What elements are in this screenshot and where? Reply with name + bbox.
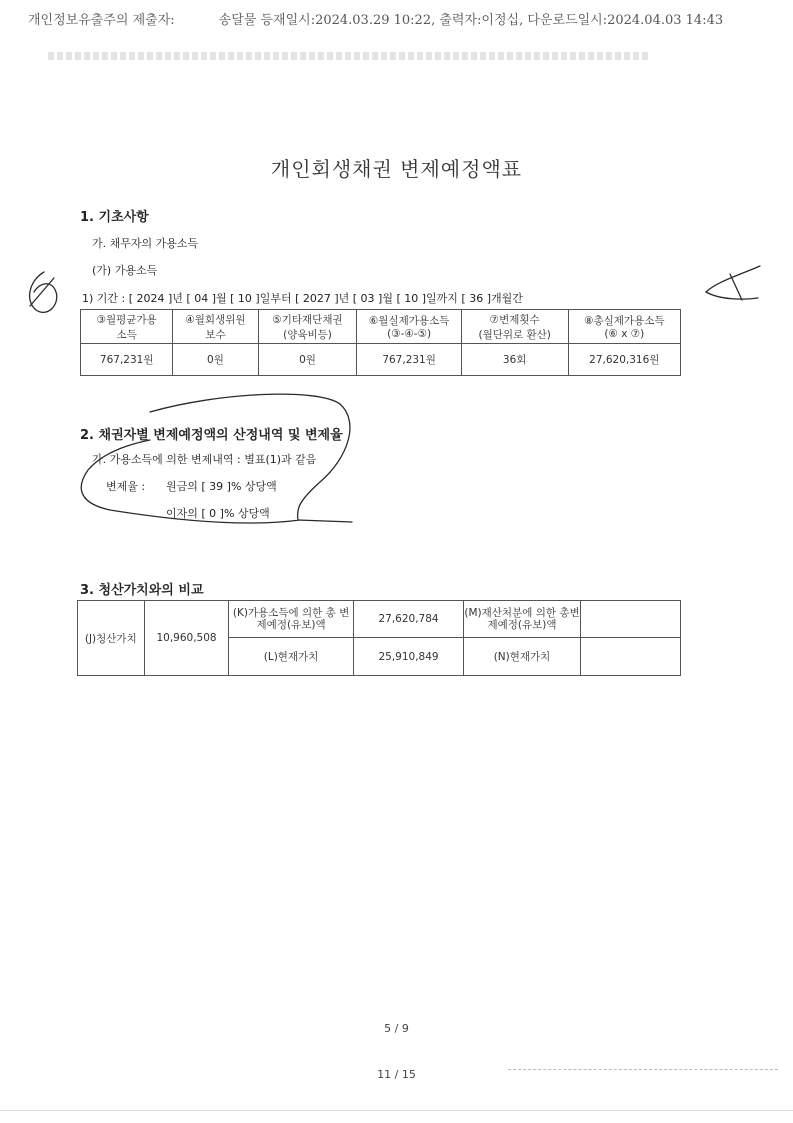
period-line: 1) 기간 : [ 2024 ]년 [ 04 ]월 [ 10 ]일부터 [ 2027 ]년 [ 03 ]월 [ 10 ]일까지 [ 36 ]개월간 bbox=[82, 292, 523, 305]
section2-line-a: 가. 가용소득에 의한 변제내역 : 별표(1)과 같음 bbox=[92, 453, 317, 466]
page-bottom-rule bbox=[0, 1110, 793, 1111]
signature-scribble bbox=[81, 394, 352, 523]
left-margin-mark bbox=[30, 272, 57, 312]
right-margin-mark bbox=[706, 266, 760, 300]
other-claims: 0원 bbox=[258, 344, 357, 376]
principal-rate: 원금의 [ 39 ]% 상당액 bbox=[166, 480, 277, 493]
header-right: 송달물 등재일시:2024.03.29 10:22, 출력자:이정십, 다운로드일시:2024.04.03 14:43 bbox=[218, 13, 724, 28]
page-number-inner: 5 / 9 bbox=[384, 1022, 409, 1035]
j-label: (J)청산가치 bbox=[78, 601, 145, 676]
section1-heading: 1. 기초사항 bbox=[80, 210, 149, 225]
income-col-header: ⑤기타재단채권 (양육비등) bbox=[258, 310, 357, 344]
income-col-header: ⑦변제횟수 (월단위로 환산) bbox=[461, 310, 568, 344]
j-value: 10,960,508 bbox=[144, 601, 229, 676]
rate-label: 변제율 : bbox=[106, 480, 146, 493]
m-label: (M)재산처분에 의한 총변제예정(유보)액 bbox=[464, 601, 580, 638]
l-label: (L)현재가치 bbox=[229, 638, 353, 676]
section1-sub-a: 가. 채무자의 가용소득 bbox=[92, 237, 199, 250]
page-number-outer: 11 / 15 bbox=[377, 1068, 416, 1081]
k-value: 27,620,784 bbox=[353, 601, 464, 638]
section3-heading: 3. 청산가치와의 비교 bbox=[80, 583, 204, 598]
income-col-header: ⑧총실제가용소득 (⑥ x ⑦) bbox=[568, 310, 680, 344]
l-value: 25,910,849 bbox=[353, 638, 464, 676]
trustee-fee: 0원 bbox=[173, 344, 258, 376]
faint-dash-rule bbox=[508, 1069, 778, 1070]
monthly-net-income: 767,231원 bbox=[357, 344, 461, 376]
n-label: (N)현재가치 bbox=[464, 638, 580, 676]
interest-rate: 이자의 [ 0 ]% 상당액 bbox=[166, 507, 270, 520]
repayment-count: 36회 bbox=[461, 344, 568, 376]
section1-sub-b: (가) 가용소득 bbox=[92, 264, 158, 277]
total-net-income: 27,620,316원 bbox=[568, 344, 680, 376]
header-left: 개인정보유출주의 제출자: bbox=[28, 13, 175, 28]
k-label: (K)가용소득에 의한 총 변제예정(유보)액 bbox=[229, 601, 353, 638]
document-title: 개인회생채권 변제예정액표 bbox=[270, 157, 523, 181]
income-col-header: ③월평균가용 소득 bbox=[81, 310, 173, 344]
income-col-header: ④월회생위원 보수 bbox=[173, 310, 258, 344]
section2-heading: 2. 채권자별 변제예정액의 산정내역 및 변제율 bbox=[80, 428, 343, 443]
monthly-avg-income: 767,231원 bbox=[81, 344, 173, 376]
income-col-header: ⑥월실제가용소득 (③-④-⑤) bbox=[357, 310, 461, 344]
